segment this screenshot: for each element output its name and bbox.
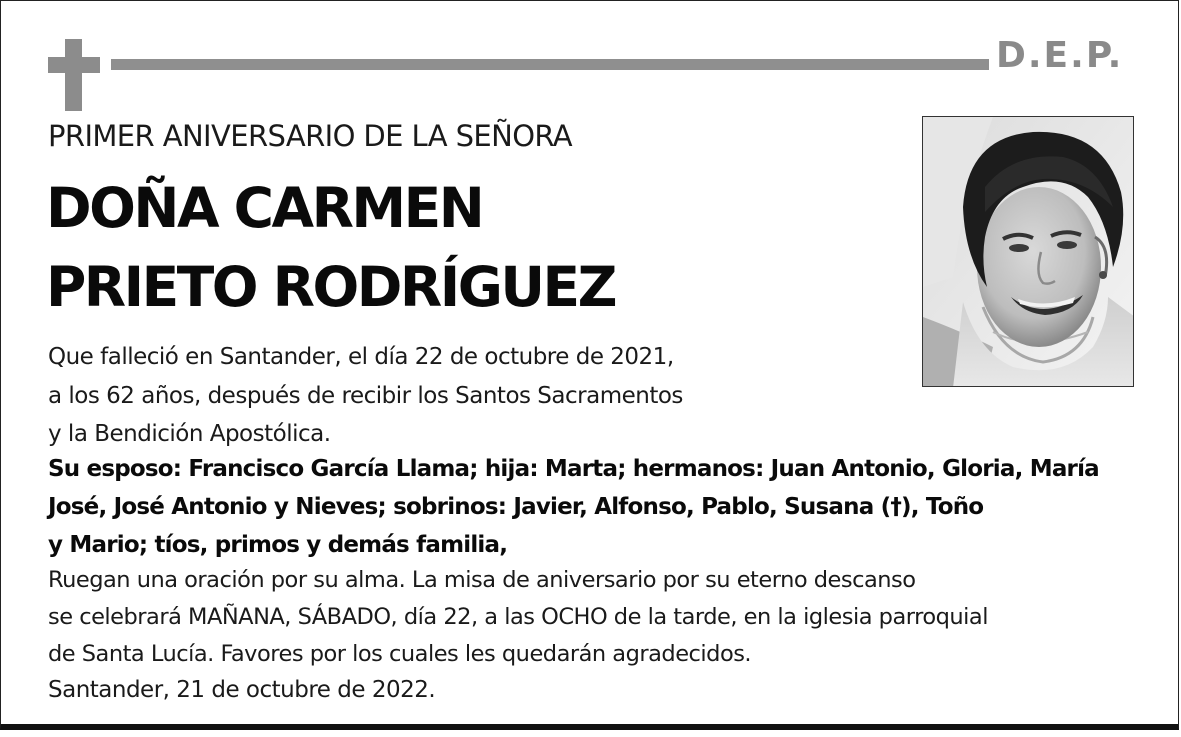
family-paragraph [48, 450, 1099, 564]
portrait-photo [922, 116, 1134, 387]
death-notice-line: a los 62 años, después de recibir los Santos Sacramentos [48, 382, 683, 409]
mass-line: se celebrará MAÑANA, SÁBADO, día 22, a las OCHO de la tarde, en la iglesia parroquial [48, 604, 988, 630]
mass-line: de Santa Lucía. Favores por los cuales les quedarán agradecidos. [48, 641, 752, 667]
mass-paragraph [48, 562, 988, 673]
intro-heading: PRIMER ANIVERSARIO DE LA SEÑORA [48, 119, 573, 153]
family-line: Su esposo: Francisco García Llama; hija: Marta; hermanos: Juan Antonio, Gloria, María [48, 456, 1099, 482]
death-notice-line: Que falleció en Santander, el día 22 de octubre de 2021, [48, 344, 674, 370]
family-line: y Mario; tíos, primos y demás familia, [48, 532, 508, 558]
deceased-name-line1: DOÑA CARMEN [46, 176, 483, 240]
header-rule [111, 59, 989, 70]
dep-label: D.E.P. [996, 35, 1124, 76]
death-notice-line: y la Bendición Apostólica. [48, 421, 331, 447]
deceased-name-line2: PRIETO RODRÍGUEZ [46, 255, 615, 319]
family-line: José, José Antonio y Nieves; sobrinos: Javier, Alfonso, Pablo, Susana (†), Toño [48, 494, 984, 520]
closing-line: Santander, 21 de octubre de 2022. [48, 677, 436, 703]
cross-icon [48, 39, 100, 111]
death-notice-paragraph [48, 338, 683, 454]
mass-line: Ruegan una oración por su alma. La misa de aniversario por su eterno descanso [48, 567, 916, 593]
